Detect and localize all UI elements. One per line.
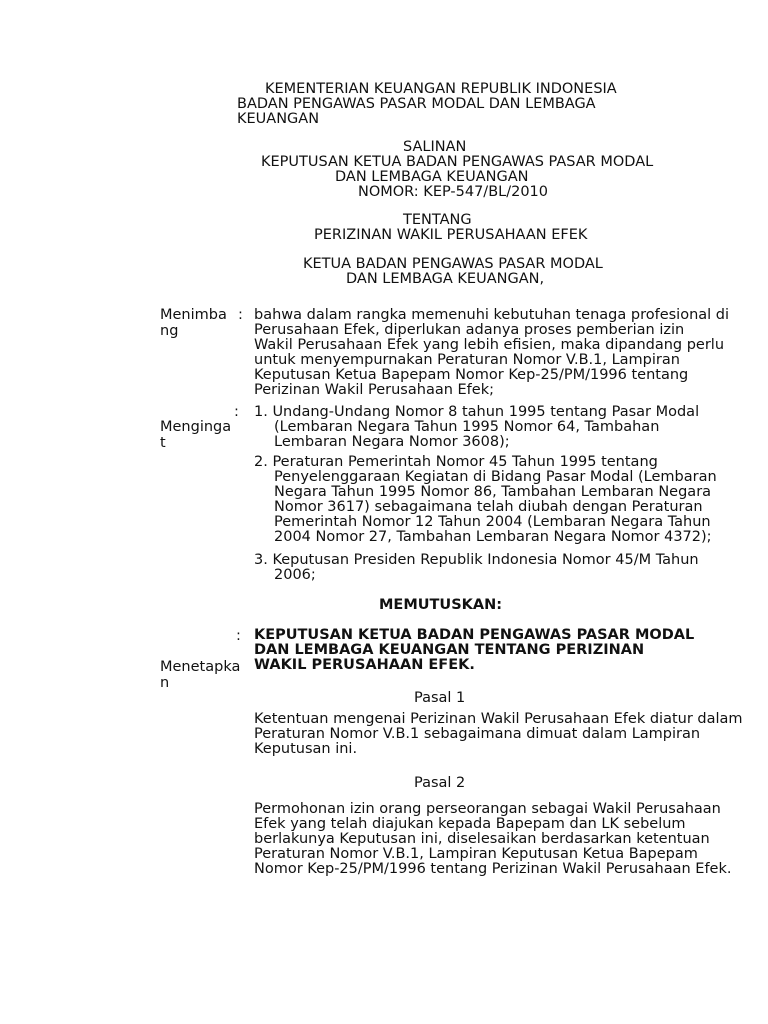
- text-line: KEPUTUSAN KETUA BADAN PENGAWAS PASAR MODAL: [254, 627, 695, 643]
- list-item-line: Nomor 3617) sebagaimana telah diubah dengan Peraturan: [274, 499, 703, 515]
- text-line: Ketentuan mengenai Perizinan Wakil Perusahaan Efek diatur dalam: [254, 711, 743, 727]
- menetapkan-colon: :: [236, 628, 241, 644]
- text-line: bahwa dalam rangka memenuhi kebutuhan tenaga profesional di: [254, 307, 730, 323]
- list-item-line: 2004 Nomor 27, Tambahan Lembaran Negara Nomor 4372);: [274, 529, 712, 545]
- list-item-line: 2006;: [274, 567, 316, 583]
- list-item-line: Negara Tahun 1995 Nomor 86, Tambahan Lembaran Negara: [274, 484, 712, 500]
- menimbang-label-cont: ng: [160, 323, 179, 339]
- menimbang-label: Menimba: [160, 307, 227, 323]
- tentang-label: TENTANG: [403, 212, 472, 228]
- mengingat-label-cont: t: [160, 435, 166, 451]
- decree-number: NOMOR: KEP-547/BL/2010: [358, 184, 549, 200]
- mengingat-colon: :: [234, 404, 239, 420]
- ketua-heading: KETUA BADAN PENGAWAS PASAR MODAL: [303, 256, 603, 272]
- text-line: berlakunya Keputusan ini, diselesaikan berdasarkan ketentuan: [254, 831, 710, 847]
- decree-title: KEPUTUSAN KETUA BADAN PENGAWAS PASAR MODAL: [261, 154, 654, 170]
- menetapkan-label: Menetapka: [160, 659, 241, 675]
- list-item-first-line: 3. Keputusan Presiden Republik Indonesia Nomor 45/M Tahun: [254, 552, 699, 568]
- text-line: WAKIL PERUSAHAAN EFEK.: [254, 657, 475, 673]
- mengingat-label: Menginga: [160, 419, 232, 435]
- text-line: untuk menyempurnakan Peraturan Nomor V.B.1, Lampiran: [254, 352, 680, 368]
- ketua-heading-cont: DAN LEMBAGA KEUANGAN,: [346, 271, 545, 287]
- decree-subject: PERIZINAN WAKIL PERUSAHAAN EFEK: [314, 227, 588, 243]
- list-item-first-line: 2. Peraturan Pemerintah Nomor 45 Tahun 1995 tentang: [254, 454, 658, 470]
- text-line: Perusahaan Efek, diperlukan adanya proses pemberian izin: [254, 322, 685, 338]
- text-line: Keputusan Ketua Bapepam Nomor Kep-25/PM/1996 tentang: [254, 367, 689, 383]
- pasal-1-title: Pasal 1: [414, 690, 466, 706]
- mengingat-item-1: [254, 405, 699, 450]
- decree-title-cont: DAN LEMBAGA KEUANGAN: [335, 169, 529, 185]
- menetapkan-label-cont: n: [160, 675, 170, 691]
- menimbang-text: [254, 308, 729, 398]
- text-line: Peraturan Nomor V.B.1 sebagaimana dimuat dalam Lampiran: [254, 726, 701, 742]
- pasal-2-text: [254, 802, 732, 877]
- mengingat-item-2: [254, 455, 717, 545]
- header-agency-cont: KEUANGAN: [237, 111, 320, 127]
- header-agency: BADAN PENGAWAS PASAR MODAL DAN LEMBAGA: [237, 96, 596, 112]
- pasal-2-title: Pasal 2: [414, 775, 466, 791]
- pasal-1-text: [254, 712, 743, 757]
- header-ministry: KEMENTERIAN KEUANGAN REPUBLIK INDONESIA: [265, 81, 617, 97]
- text-line: Perizinan Wakil Perusahaan Efek;: [254, 382, 494, 398]
- menetapkan-text: [254, 628, 694, 673]
- list-item-line: (Lembaran Negara Tahun 1995 Nomor 64, Tambahan: [274, 419, 660, 435]
- list-item-line: Penyelenggaraan Kegiatan di Bidang Pasar Modal (Lembaran: [274, 469, 717, 485]
- list-item-first-line: 1. Undang-Undang Nomor 8 tahun 1995 tentang Pasar Modal: [254, 404, 700, 420]
- list-item-line: Pemerintah Nomor 12 Tahun 2004 (Lembaran Negara Tahun: [274, 514, 711, 530]
- mengingat-item-3: [254, 553, 699, 583]
- text-line: DAN LEMBAGA KEUANGAN TENTANG PERIZINAN: [254, 642, 645, 658]
- menimbang-colon: :: [238, 307, 243, 323]
- text-line: Wakil Perusahaan Efek yang lebih efisien, maka dipandang perlu: [254, 337, 725, 353]
- memutuskan-heading: MEMUTUSKAN:: [379, 597, 503, 613]
- salinan-label: SALINAN: [403, 139, 467, 155]
- text-line: Keputusan ini.: [254, 741, 358, 757]
- text-line: Peraturan Nomor V.B.1, Lampiran Keputusan Ketua Bapepam: [254, 846, 698, 862]
- text-line: Nomor Kep-25/PM/1996 tentang Perizinan Wakil Perusahaan Efek.: [254, 861, 732, 877]
- list-item-line: Lembaran Negara Nomor 3608);: [274, 434, 510, 450]
- text-line: Permohonan izin orang perseorangan sebagai Wakil Perusahaan: [254, 801, 721, 817]
- text-line: Efek yang telah diajukan kepada Bapepam dan LK sebelum: [254, 816, 686, 832]
